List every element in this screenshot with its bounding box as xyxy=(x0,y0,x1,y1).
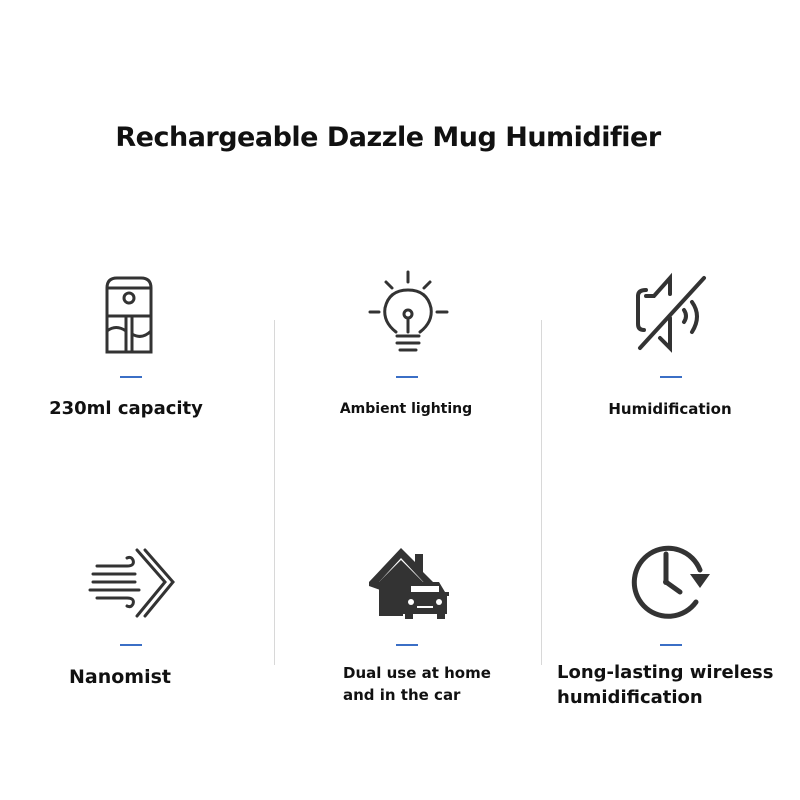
feature-label: Ambient lighting xyxy=(339,401,473,417)
accent-dash xyxy=(120,376,142,378)
feature-label-line: and in the car xyxy=(343,686,461,704)
accent-dash xyxy=(396,376,418,378)
accent-dash xyxy=(660,376,682,378)
accent-dash xyxy=(120,644,142,646)
feature-label-line: Long-lasting wireless xyxy=(557,662,774,683)
column-divider xyxy=(541,320,542,665)
house-car-icon xyxy=(367,546,453,622)
accent-dash xyxy=(396,644,418,646)
clock-refresh-icon xyxy=(630,544,714,620)
page-title: Rechargeable Dazzle Mug Humidifier xyxy=(115,122,661,153)
accent-dash xyxy=(660,644,682,646)
feature-label-line: Dual use at home xyxy=(343,664,491,682)
feature-label-line: humidification xyxy=(557,687,703,708)
feature-label: Nanomist xyxy=(68,666,172,688)
light-bulb-icon xyxy=(367,270,451,356)
humidifier-device-icon xyxy=(104,276,154,356)
feature-label xyxy=(343,662,491,706)
feature-label xyxy=(557,660,773,710)
feature-label: 230ml capacity xyxy=(49,398,203,419)
column-divider xyxy=(274,320,275,665)
wind-mist-icon xyxy=(89,546,179,618)
silent-speaker-icon xyxy=(632,274,712,354)
feature-label: Humidification xyxy=(608,400,732,418)
